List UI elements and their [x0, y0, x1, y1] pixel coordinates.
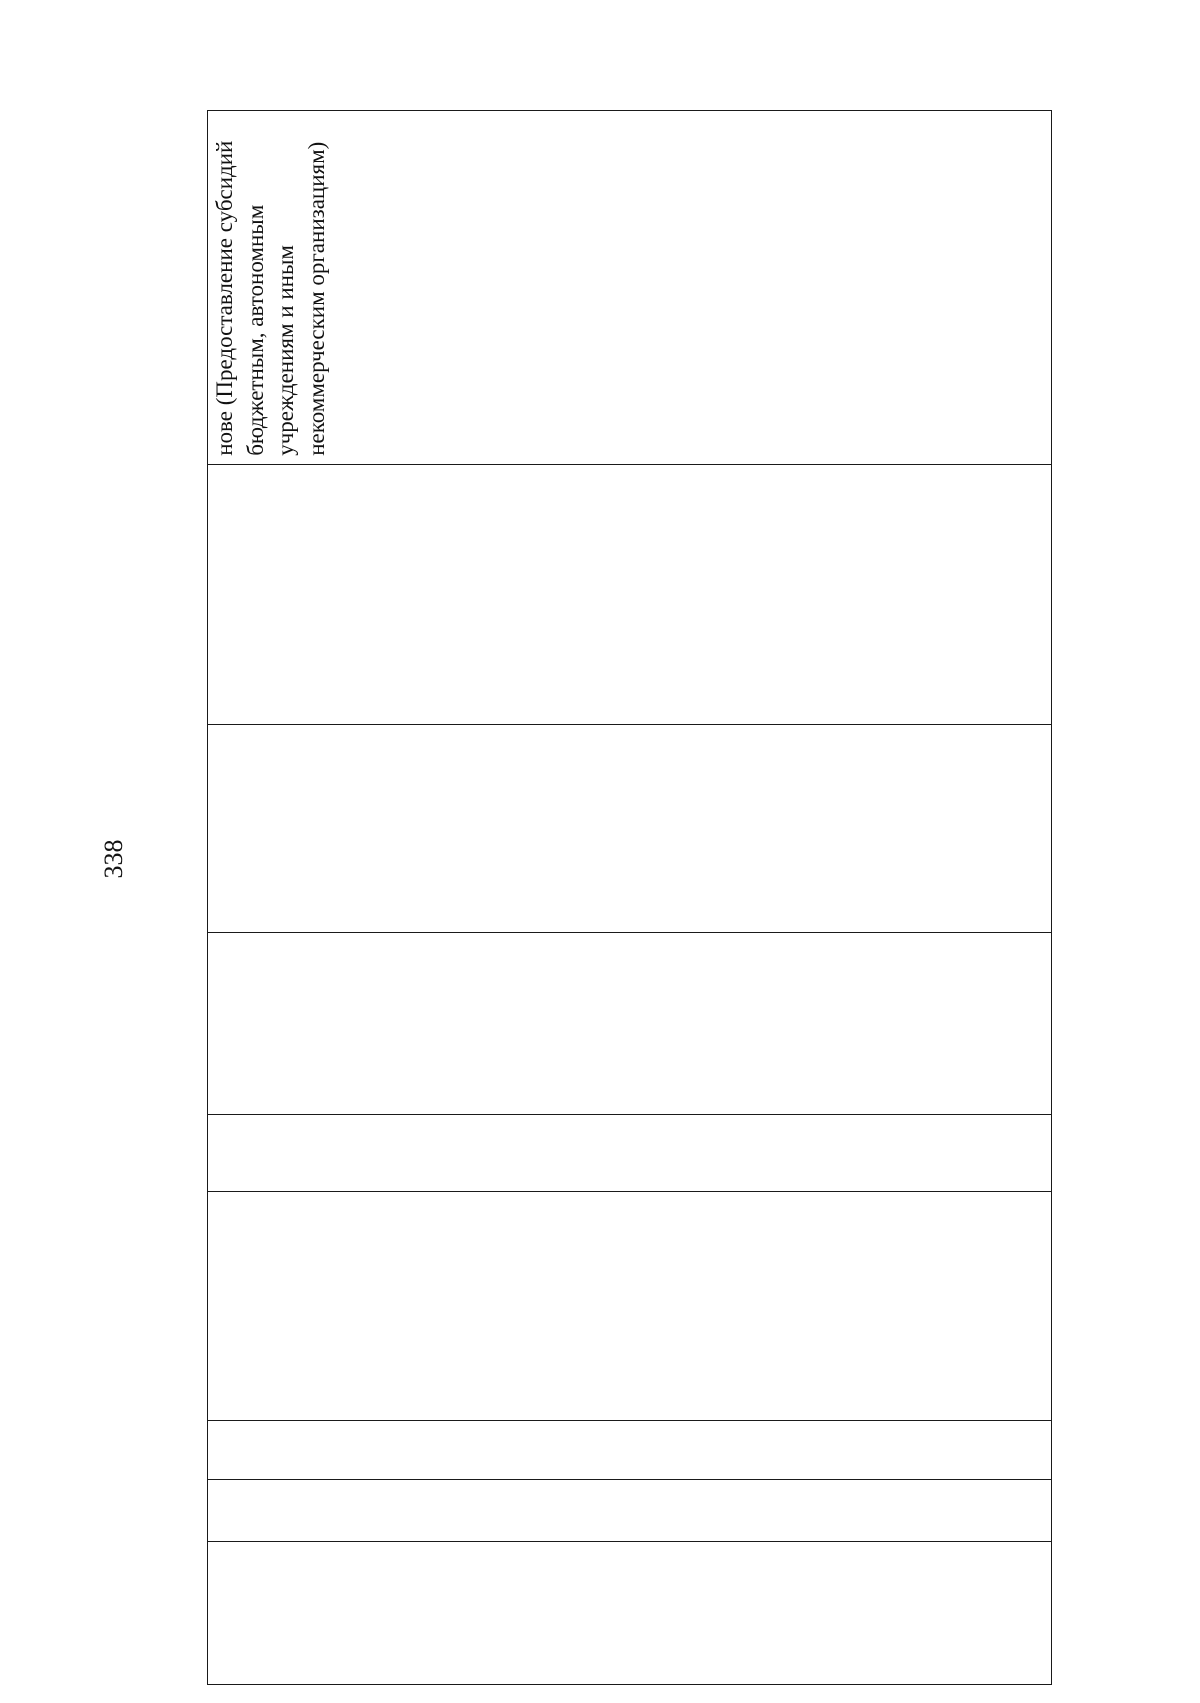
- cell-rz: [208, 724, 1052, 932]
- cell-year3: [208, 1541, 1052, 1684]
- cell-vr: [208, 1191, 1052, 1420]
- cell-year1: [208, 1420, 1052, 1480]
- cell-pr: [208, 932, 1052, 1114]
- budget-table-rotated: [207, 110, 1052, 1685]
- cell-year2: [208, 1480, 1052, 1542]
- table-row: [208, 111, 1052, 1685]
- cell-csr: [208, 1114, 1052, 1191]
- page-number: 338: [99, 839, 128, 879]
- cell-grbs: [208, 464, 1052, 724]
- cell-name: нове (Предоставление субсидий бюджетным, автономным учреждениям и иным некоммерческим организациям): [208, 111, 1052, 465]
- budget-table: [207, 110, 1052, 1685]
